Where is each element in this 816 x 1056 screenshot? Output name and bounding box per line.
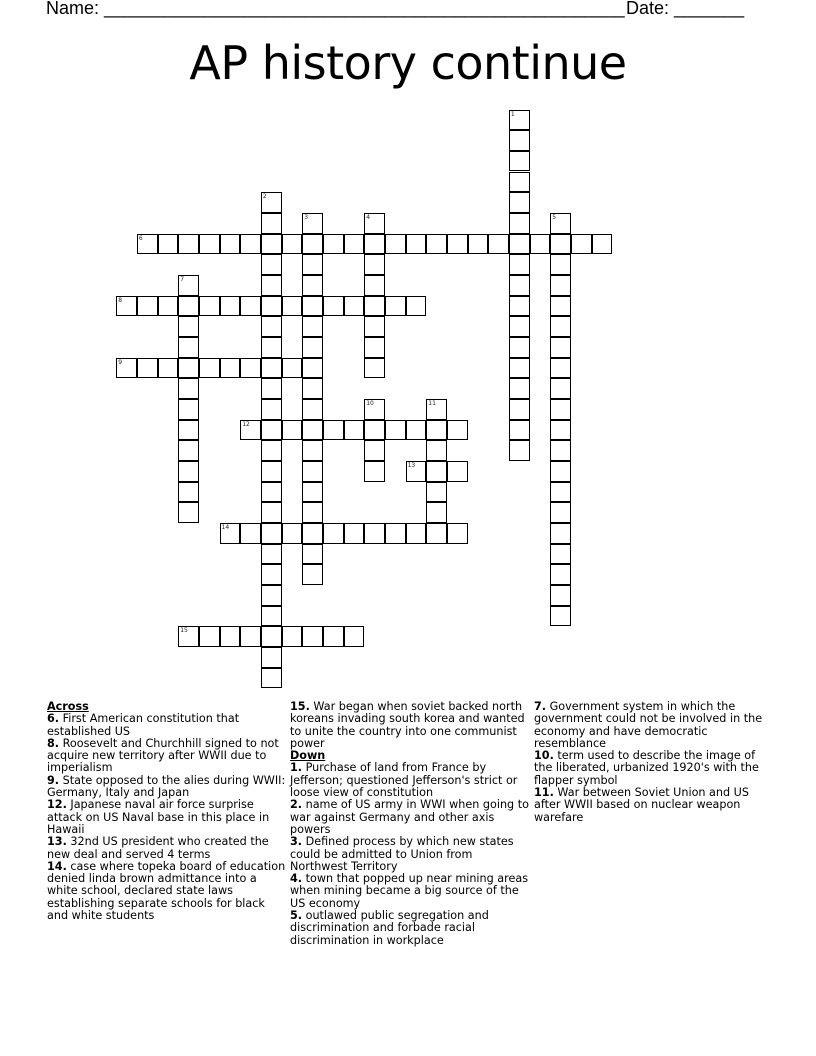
grid-cell[interactable] [261,337,282,358]
grid-cell[interactable] [509,337,530,358]
grid-cell[interactable] [178,461,199,482]
grid-cell[interactable] [220,626,241,647]
grid-cell[interactable] [220,234,241,255]
clues-column-2 [290,701,532,947]
name-line[interactable]: ____________________________________________________ [104,0,625,18]
down-heading: Down [290,749,326,763]
grid-cell[interactable] [426,461,447,482]
clue-text: term used to describe the image of the liberated, urbanized 1920's with the flapper symbol [534,749,759,787]
grid-cell[interactable] [344,420,365,441]
grid-cell[interactable] [364,358,385,379]
grid-cell[interactable] [550,440,571,461]
grid-cell[interactable] [178,420,199,441]
date-line[interactable]: _______ [674,0,745,18]
grid-cell[interactable] [364,275,385,296]
grid-cell[interactable] [550,420,571,441]
grid-cell[interactable] [302,358,323,379]
cell-number: 13 [407,461,416,469]
cell-number: 15 [180,627,188,635]
clue-across-13 [47,836,289,861]
grid-cell[interactable] [137,358,158,379]
clue-down-5 [290,910,532,947]
grid-cell[interactable] [302,482,323,503]
grid-cell[interactable] [302,275,323,296]
grid-cell[interactable] [261,564,282,585]
cell-number: 2 [262,193,267,201]
grid-cell[interactable] [406,234,427,255]
grid-cell[interactable] [302,420,323,441]
grid-cell[interactable] [158,296,179,317]
clue-down-1 [290,762,532,799]
grid-cell[interactable] [282,234,303,255]
grid-cell[interactable] [447,461,468,482]
grid-cell[interactable] [323,234,344,255]
grid-cell[interactable] [137,296,158,317]
grid-cell[interactable] [509,420,530,441]
grid-cell[interactable] [323,296,344,317]
grid-cell[interactable] [261,523,282,544]
grid-cell[interactable] [509,378,530,399]
grid-cell[interactable] [509,213,530,234]
grid-cell[interactable] [364,316,385,337]
grid-cell[interactable] [261,482,282,503]
grid-cell[interactable] [220,296,241,317]
clue-number: 8. [47,736,60,750]
clue-number: 15. [290,700,310,713]
grid-cell[interactable] [220,358,241,379]
grid-cell[interactable] [364,440,385,461]
grid-cell[interactable] [261,275,282,296]
clue-down-7 [534,701,776,750]
clue-number: 6. [47,712,60,726]
grid-cell[interactable] [385,234,406,255]
grid-cell[interactable] [178,337,199,358]
grid-cell[interactable] [468,234,489,255]
grid-cell[interactable] [302,564,323,585]
clue-text: town that popped up near mining areas when mining became a big source of the US economy [290,872,529,910]
clue-number: 3. [290,835,303,849]
cell-number: 9 [118,358,123,366]
grid-cell[interactable] [364,420,385,441]
grid-cell[interactable] [302,440,323,461]
cell-number: 7 [180,275,185,283]
grid-cell[interactable] [550,358,571,379]
grid-cell[interactable] [261,606,282,627]
clue-down-2 [290,799,532,836]
grid-cell[interactable] [550,502,571,523]
grid-cell[interactable] [240,234,261,255]
grid-cell[interactable] [447,523,468,544]
clue-down-11 [534,787,776,824]
grid-cell[interactable] [447,420,468,441]
grid-cell[interactable] [364,254,385,275]
grid-cell[interactable] [509,172,530,193]
grid-cell[interactable] [282,358,303,379]
grid-cell[interactable] [302,502,323,523]
grid-cell[interactable] [302,626,323,647]
grid-cell[interactable] [426,523,447,544]
clue-number: 7. [534,700,547,713]
grid-cell[interactable] [509,440,530,461]
cell-number: 11 [428,399,436,407]
grid-cell[interactable] [406,523,427,544]
grid-cell[interactable] [302,461,323,482]
grid-cell[interactable] [364,296,385,317]
grid-cell[interactable] [261,254,282,275]
grid-cell[interactable] [178,440,199,461]
grid-cell[interactable] [323,420,344,441]
grid-cell[interactable] [199,358,220,379]
grid-cell[interactable] [550,482,571,503]
grid-cell[interactable] [261,585,282,606]
grid-cell[interactable] [550,213,571,234]
grid-cell[interactable] [509,316,530,337]
grid-cell[interactable] [364,461,385,482]
clue-text: Purchase of land from France by Jefferson; questioned Jefferson's strict or loose view of constitution [290,761,518,800]
clue-number: 14. [47,859,67,873]
grid-cell[interactable] [282,420,303,441]
grid-cell[interactable] [302,254,323,275]
cell-number: 3 [304,213,309,221]
clue-text: Roosevelt and Churchhill signed to not acquire new territory after WWII due to imperialism [47,736,279,775]
grid-cell[interactable] [426,502,447,523]
grid-cell[interactable] [158,234,179,255]
cell-number: 8 [118,296,123,304]
clue-text: name of US army in WWI when going to war against Germany and other axis powers [290,798,529,836]
grid-cell[interactable] [447,234,468,255]
page-title: AP history continue [189,36,627,90]
clue-across-15 [290,701,532,750]
clue-across-6 [47,713,289,738]
grid-cell[interactable] [364,213,385,234]
grid-cell[interactable] [302,378,323,399]
grid-cell[interactable] [178,502,199,523]
grid-cell[interactable] [116,296,137,317]
grid-cell[interactable] [261,668,282,689]
grid-cell[interactable] [302,337,323,358]
clue-down-4 [290,873,532,910]
clue-text: Japanese naval air force surprise attack on US Naval base in this place in Hawaii [47,798,270,836]
clue-text: War began when soviet backed north koreans invading south korea and wanted to unite the country into one communist power [290,700,525,750]
grid-cell[interactable] [261,647,282,668]
clue-number: 4. [290,872,303,886]
grid-cell[interactable] [509,275,530,296]
name-field[interactable] [46,0,625,19]
grid-cell[interactable] [550,316,571,337]
grid-cell[interactable] [426,234,447,255]
grid-cell[interactable] [261,358,282,379]
grid-cell[interactable] [426,420,447,441]
grid-cell[interactable] [550,254,571,275]
grid-cell[interactable] [344,296,365,317]
grid-cell[interactable] [261,626,282,647]
grid-cell[interactable] [550,461,571,482]
grid-cell[interactable] [550,296,571,317]
grid-cell[interactable] [509,358,530,379]
grid-cell[interactable] [240,358,261,379]
grid-cell[interactable] [261,544,282,565]
grid-cell[interactable] [302,234,323,255]
grid-cell[interactable] [199,234,220,255]
clue-number: 1. [290,761,303,775]
grid-cell[interactable] [323,626,344,647]
clue-down-10 [534,750,776,787]
date-label: Date: [626,0,675,18]
grid-cell[interactable] [426,399,447,420]
grid-cell[interactable] [426,440,447,461]
date-field[interactable] [626,0,744,19]
cell-number: 6 [138,234,143,242]
cell-number: 10 [366,399,374,407]
grid-cell[interactable] [178,358,199,379]
grid-cell[interactable] [364,234,385,255]
grid-cell[interactable] [199,626,220,647]
grid-cell[interactable] [178,275,199,296]
cell-number: 14 [221,523,230,531]
clue-number: 11. [534,786,554,800]
grid-cell[interactable] [261,399,282,420]
grid-cell[interactable] [261,316,282,337]
clues-column-3 [534,701,776,824]
grid-cell[interactable] [178,482,199,503]
grid-cell[interactable] [137,234,158,255]
grid-cell[interactable] [261,440,282,461]
grid-cell[interactable] [406,420,427,441]
grid-cell[interactable] [509,110,530,131]
grid-cell[interactable] [261,378,282,399]
grid-cell[interactable] [302,544,323,565]
grid-cell[interactable] [178,296,199,317]
clue-number: 13. [47,835,67,849]
grid-cell[interactable] [406,296,427,317]
clue-text: outlawed public segregation and discrimination and forbade racial discrimination in workplace [290,909,489,947]
clue-across-12 [47,799,289,836]
grid-cell[interactable] [220,523,241,544]
grid-cell[interactable] [509,399,530,420]
clue-text: First American constitution that established US [47,712,240,738]
clues-column-1 [47,701,289,922]
clue-text: Defined process by which new states could be admitted to Union from Northwest Territory [290,835,514,873]
grid-cell[interactable] [116,358,137,379]
grid-cell[interactable] [426,482,447,503]
clue-number: 12. [47,798,67,812]
clue-text: State opposed to the alies during WWII: Germany, Italy and Japan [47,773,286,800]
grid-cell[interactable] [550,378,571,399]
grid-cell[interactable] [199,296,220,317]
grid-cell[interactable] [323,523,344,544]
clue-number: 5. [290,909,303,923]
grid-cell[interactable] [302,213,323,234]
clue-across-8 [47,738,289,775]
grid-cell[interactable] [302,523,323,544]
grid-cell[interactable] [550,234,571,255]
grid-cell[interactable] [550,606,571,627]
grid-cell[interactable] [344,523,365,544]
grid-cell[interactable] [385,420,406,441]
clue-number: 9. [47,773,60,787]
grid-cell[interactable] [240,296,261,317]
grid-cell[interactable] [302,296,323,317]
grid-cell[interactable] [364,399,385,420]
grid-cell[interactable] [261,502,282,523]
grid-cell[interactable] [240,626,261,647]
grid-cell[interactable] [550,275,571,296]
across-heading: Across [47,700,89,713]
clue-text: 32nd US president who created the new deal and served 4 terms [47,835,269,861]
grid-cell[interactable] [550,564,571,585]
grid-cell[interactable] [240,420,261,441]
clue-number: 10. [534,749,554,763]
grid-cell[interactable] [178,378,199,399]
clue-across-14 [47,861,289,922]
grid-cell[interactable] [282,296,303,317]
grid-cell[interactable] [261,213,282,234]
name-label: Name: [46,0,105,18]
clue-text: War between Soviet Union and US after WWII based on nuclear weapon warefare [534,786,749,824]
grid-cell[interactable] [406,461,427,482]
clue-across-9 [47,775,289,800]
grid-cell[interactable] [550,544,571,565]
grid-cell[interactable] [509,234,530,255]
grid-cell[interactable] [178,316,199,337]
clue-down-3 [290,836,532,873]
grid-cell[interactable] [550,337,571,358]
grid-cell[interactable] [592,234,613,255]
grid-cell[interactable] [261,296,282,317]
grid-cell[interactable] [178,626,199,647]
grid-cell[interactable] [509,192,530,213]
grid-cell[interactable] [488,234,509,255]
grid-cell[interactable] [571,234,592,255]
grid-cell[interactable] [550,399,571,420]
grid-cell[interactable] [385,296,406,317]
grid-cell[interactable] [178,399,199,420]
grid-cell[interactable] [509,254,530,275]
grid-cell[interactable] [530,234,551,255]
grid-cell[interactable] [364,523,385,544]
cell-number: 5 [552,213,557,221]
grid-cell[interactable] [158,358,179,379]
grid-cell[interactable] [550,523,571,544]
grid-cell[interactable] [178,234,199,255]
grid-cell[interactable] [261,234,282,255]
grid-cell[interactable] [344,626,365,647]
grid-cell[interactable] [550,585,571,606]
grid-cell[interactable] [240,523,261,544]
grid-cell[interactable] [385,523,406,544]
clue-number: 2. [290,798,303,812]
grid-cell[interactable] [302,399,323,420]
grid-cell[interactable] [261,420,282,441]
cell-number: 12 [242,420,250,428]
grid-cell[interactable] [509,296,530,317]
grid-cell[interactable] [344,234,365,255]
cell-number: 1 [510,110,515,118]
grid-cell[interactable] [282,626,303,647]
grid-cell[interactable] [364,337,385,358]
grid-cell[interactable] [261,192,282,213]
grid-cell[interactable] [509,130,530,151]
cell-number: 4 [366,213,371,221]
grid-cell[interactable] [302,316,323,337]
grid-cell[interactable] [282,523,303,544]
clue-text: Government system in which the government could not be involved in the economy and have democratic resemblance [534,700,763,750]
grid-cell[interactable] [509,151,530,172]
grid-cell[interactable] [261,461,282,482]
clue-text: case where topeka board of education denied linda brown admittance into a white school, declared state laws establishing separate schools for black and white students [47,859,286,923]
